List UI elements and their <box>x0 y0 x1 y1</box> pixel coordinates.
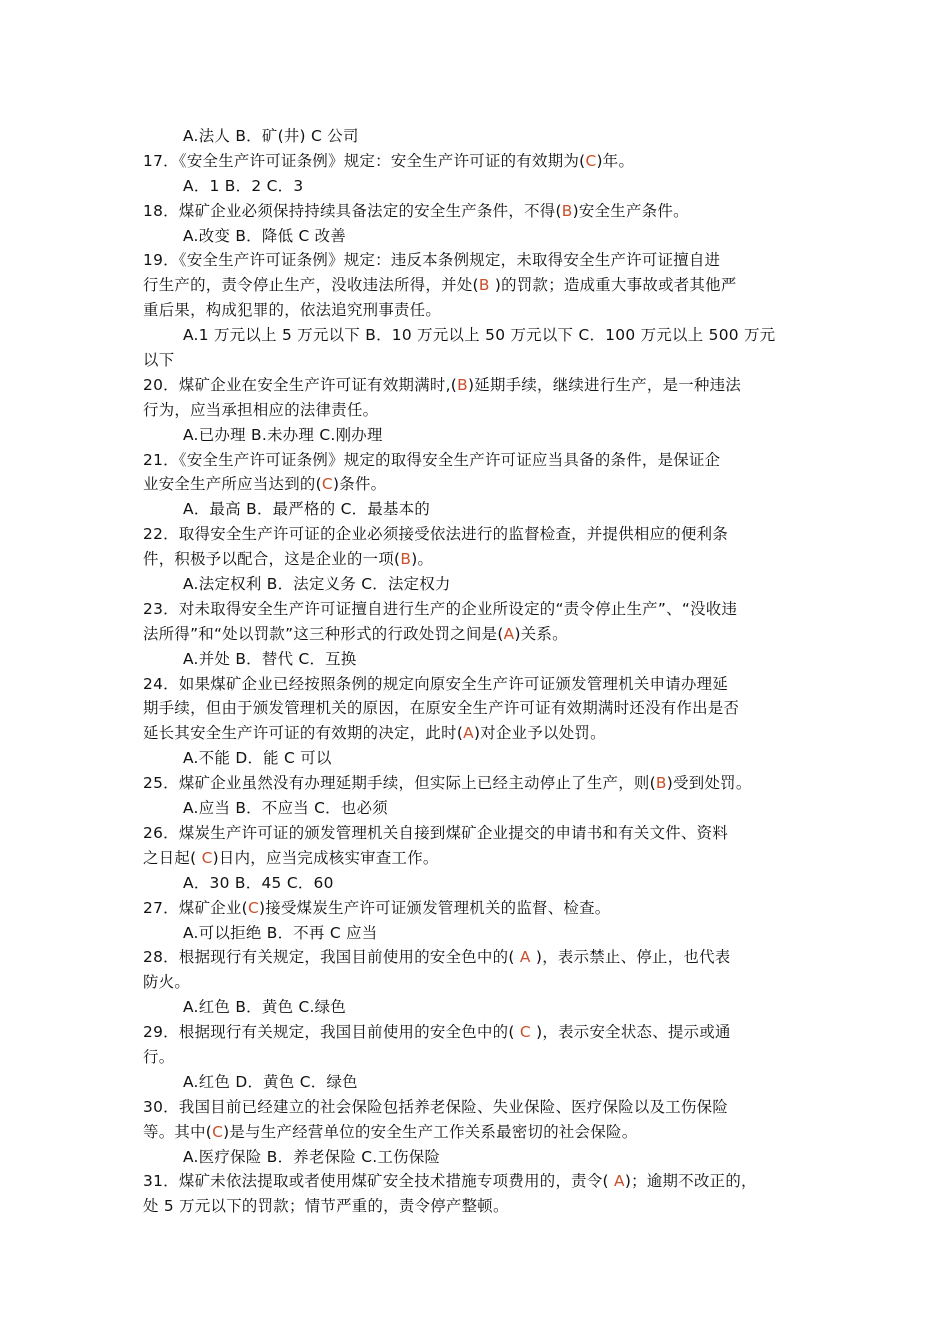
answer-letter: C <box>585 151 597 170</box>
answer-options-line <box>143 174 813 199</box>
question-text-line <box>143 896 813 921</box>
question-text-line <box>143 672 813 697</box>
answer-letter: B <box>478 276 490 295</box>
text-segment: )对企业予以处罚。 <box>473 724 606 743</box>
answer-options-line <box>143 497 813 522</box>
answer-options-line <box>143 323 813 348</box>
question-text-line <box>143 522 813 547</box>
question-text-line <box>143 1095 813 1120</box>
answer-options-line <box>143 572 813 597</box>
text-segment: 23．对未取得安全生产许可证擅自进行生产的企业所设定的“责令停止生产”、“没收违 <box>143 599 738 618</box>
answer-options-line <box>143 423 813 448</box>
text-segment: 之日起( <box>143 848 202 867</box>
text-segment: A.1 万元以上 5 万元以下 B．10 万元以上 50 万元以下 C．100 万元以上 500 万元 <box>183 326 776 345</box>
text-segment: 等。其中( <box>143 1122 213 1141</box>
question-text-line <box>143 622 813 647</box>
answer-letter: B <box>655 774 667 793</box>
question-text-line <box>143 248 813 273</box>
text-segment: )。 <box>411 550 434 569</box>
question-text-line <box>143 1169 813 1194</box>
text-segment: )日内，应当完成核实审查工作。 <box>212 848 439 867</box>
answer-letter: B <box>457 375 468 394</box>
text-segment: )受到处罚。 <box>666 774 752 793</box>
question-text-line <box>143 149 813 174</box>
question-text-line <box>143 398 813 423</box>
answer-letter: C <box>519 1023 531 1042</box>
text-segment: A.不能 D．能 C 可以 <box>183 749 332 768</box>
text-segment: 行为，应当承担相应的法律责任。 <box>143 400 379 419</box>
answer-letter: C <box>201 848 213 867</box>
question-text-line <box>143 298 813 323</box>
answer-options-line <box>143 871 813 896</box>
question-text-line <box>143 199 813 224</box>
text-segment: A．最高 B．最严格的 C．最基本的 <box>183 500 431 519</box>
text-segment: A.已办理 B.未办理 C.刚办理 <box>183 425 383 444</box>
answer-options-line <box>143 995 813 1020</box>
text-segment: 21．《安全生产许可证条例》规定的取得安全生产许可证应当具备的条件，是保证企 <box>143 450 721 469</box>
text-segment: )，表示禁止、停止，也代表 <box>530 948 731 967</box>
answer-letter: A <box>503 624 515 643</box>
question-text-line <box>143 1194 813 1219</box>
text-segment: )，表示安全状态、提示或通 <box>530 1023 731 1042</box>
text-segment: 31．煤矿未依法提取或者使用煤矿安全技术措施专项费用的，责令( <box>143 1172 615 1191</box>
answer-options-line <box>143 647 813 672</box>
text-segment: 17．《安全生产许可证条例》规定：安全生产许可证的有效期为( <box>143 151 586 170</box>
text-segment: )年。 <box>596 151 635 170</box>
text-segment: )是与生产经营单位的安全生产工作关系最密切的社会保险。 <box>223 1122 638 1141</box>
text-segment: 18．煤矿企业必须保持持续具备法定的安全生产条件，不得( <box>143 201 562 220</box>
text-segment: A.并处 B．替代 C．互换 <box>183 649 357 668</box>
text-segment: 26．煤炭生产许可证的颁发管理机关自接到煤矿企业提交的申请书和有关文件、资料 <box>143 823 729 842</box>
text-segment: 处 5 万元以下的罚款；情节严重的，责令停产整顿。 <box>143 1197 509 1216</box>
question-text-line <box>143 846 813 871</box>
question-text-line <box>143 721 813 746</box>
text-segment: A.红色 B．黄色 C.绿色 <box>183 998 347 1017</box>
text-segment: )的罚款；造成重大事故或者其他严 <box>489 276 737 295</box>
question-text-line <box>143 472 813 497</box>
text-segment: 25．煤矿企业虽然没有办理延期手续，但实际上已经主动停止了生产，则( <box>143 774 656 793</box>
answer-options-line <box>143 921 813 946</box>
question-text-line <box>143 696 813 721</box>
question-text-line <box>143 771 813 796</box>
text-segment: )安全生产条件。 <box>572 201 689 220</box>
answer-letter: C <box>212 1122 224 1141</box>
text-segment: 行。 <box>143 1047 175 1066</box>
answer-letter: A <box>519 948 531 967</box>
text-segment: A.可以拒绝 B．不再 C 应当 <box>183 923 378 942</box>
text-segment: )接受煤炭生产许可证颁发管理机关的监督、检查。 <box>259 898 611 917</box>
answer-options-line <box>143 746 813 771</box>
answer-letter: A <box>463 724 474 743</box>
answer-letter: B <box>400 550 412 569</box>
question-text-line <box>143 547 813 572</box>
text-segment: 法所得”和“处以罚款”这三种形式的行政处罚之间是( <box>143 624 504 643</box>
text-segment: 期手续，但由于颁发管理机关的原因，在原安全生产许可证有效期满时还没有作出是否 <box>143 699 740 718</box>
answer-options-line <box>143 1145 813 1170</box>
text-segment: A.应当 B．不应当 C．也必须 <box>183 799 388 818</box>
answer-options-line <box>143 124 813 149</box>
text-segment: 业安全生产所应当达到的( <box>143 475 322 494</box>
text-segment: )延期手续，继续进行生产，是一种违法 <box>467 375 742 394</box>
text-segment: A．30 B．45 C．60 <box>183 873 334 892</box>
text-segment: 防火。 <box>143 973 191 992</box>
question-text-line <box>143 945 813 970</box>
text-segment: 以下 <box>143 351 175 370</box>
text-segment: 24．如果煤矿企业已经按照条例的规定向原安全生产许可证颁发管理机关申请办理延 <box>143 674 729 693</box>
text-segment: )；逾期不改正的， <box>624 1172 757 1191</box>
text-segment: )关系。 <box>514 624 568 643</box>
answer-letter: B <box>561 201 573 220</box>
question-text-line <box>143 373 813 398</box>
answer-options-line <box>143 224 813 249</box>
answer-letter: C <box>247 898 259 917</box>
text-segment: A.红色 D．黄色 C．绿色 <box>183 1072 358 1091</box>
text-segment: 27．煤矿企业( <box>143 898 248 917</box>
question-text-line <box>143 1120 813 1145</box>
question-text-line <box>143 597 813 622</box>
answer-letter: C <box>321 475 333 494</box>
text-segment: A.改变 B．降低 C 改善 <box>183 226 347 245</box>
text-segment: 行生产的，责令停止生产，没收违法所得，并处( <box>143 276 479 295</box>
text-segment: A.法定权利 B．法定义务 C．法定权力 <box>183 575 451 594</box>
text-segment: 20．煤矿企业在安全生产许可证有效期满时,( <box>143 375 458 394</box>
text-segment: A.法人 B．矿(井) C 公司 <box>183 127 359 145</box>
text-segment: A．1 B．2 C．3 <box>183 176 304 195</box>
text-segment: 28．根据现行有关规定，我国目前使用的安全色中的( <box>143 948 520 967</box>
answer-options-line <box>143 796 813 821</box>
text-segment: 30．我国目前已经建立的社会保险包括养老保险、失业保险、医疗保险以及工伤保险 <box>143 1097 729 1116</box>
text-segment: 延长其安全生产许可证的有效期的决定，此时( <box>143 724 464 743</box>
text-segment: 19．《安全生产许可证条例》规定：违反本条例规定，未取得安全生产许可证擅自进 <box>143 251 721 270</box>
text-segment: 22．取得安全生产许可证的企业必须接受依法进行的监督检查，并提供相应的便利条 <box>143 525 729 544</box>
answer-options-line <box>143 1070 813 1095</box>
text-segment: 重后果，构成犯罪的，依法追究刑事责任。 <box>143 301 442 320</box>
text-segment: A.医疗保险 B．养老保险 C.工伤保险 <box>183 1147 441 1166</box>
answer-letter: A <box>614 1172 625 1191</box>
text-segment: 件，积极予以配合，这是企业的一项( <box>143 550 401 569</box>
question-text-line <box>143 273 813 298</box>
question-text-line <box>143 1045 813 1070</box>
question-text-line <box>143 1020 813 1045</box>
question-text-line <box>143 348 813 373</box>
question-text-line <box>143 970 813 995</box>
text-segment: 29．根据现行有关规定，我国目前使用的安全色中的( <box>143 1023 520 1042</box>
question-text-line <box>143 448 813 473</box>
text-segment: )条件。 <box>332 475 387 494</box>
question-text-line <box>143 821 813 846</box>
document-body <box>143 124 813 1219</box>
